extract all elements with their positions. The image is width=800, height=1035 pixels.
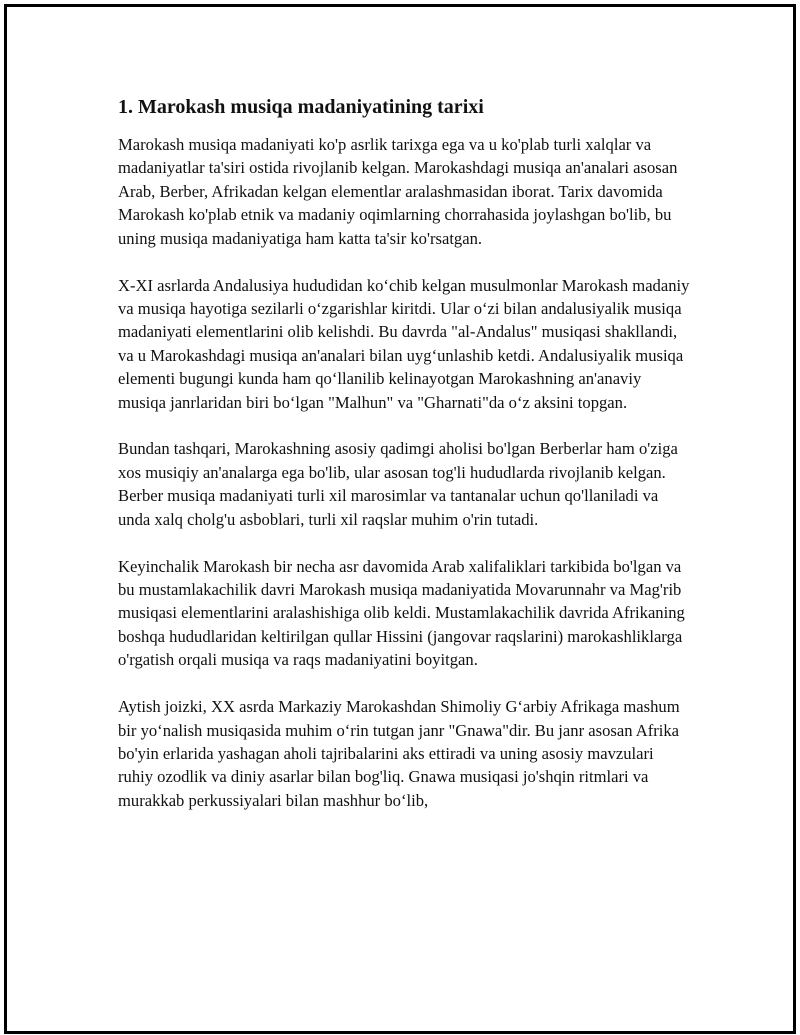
paragraph-5: Aytish joizki, XX asrda Markaziy Marokashdan Shimoliy G‘arbiy Afrikaga mashum bir yo‘nalish musiqasida muhim o‘rin tutgan janr "Gnawa"dir. Bu janr asosan Afrika bo'yin erlarida yashagan aholi tajribalarini aks ettiradi va uning asosiy mavzulari ruhiy ozodlik va diniy asarlar bilan bog'liq. Gnawa musiqasi jo'shqin ritmlari va murakkab perkussiyalari bilan mashhur bo‘lib, — [118, 697, 680, 810]
paragraph-3: Bundan tashqari, Marokashning asosiy qadimgi aholisi bo'lgan Berberlar ham o'ziga xos musiqiy an'analarga ega bo'lib, ular asosan tog'li hududlarda rivojlanib kelgan. Berber musiqa madaniyati turli xil marosimlar va tantanalar uchun qo'llaniladi va unda xalq cholg'u asboblari, turli xil raqslar muhim o'rin tutadi. — [118, 439, 678, 529]
section-title: 1. Marokash musiqa madaniyatining tarixi — [118, 96, 484, 118]
paragraph-4: Keyinchalik Marokash bir necha asr davomida Arab xalifaliklari tarkibida bo'lgan va bu mustamlakachilik davri Marokash musiqa madaniyatida Movarunnahr va Mag'rib musiqasi elementlarini aralashishiga olib keldi. Mustamlakachilik davrida Afrikaning boshqa hududlaridan keltirilgan qullar Hissini (jangovar raqslarini) marokashliklarga o'rgatish orqali musiqa va raqs madaniyatini boyitgan. — [118, 556, 685, 670]
paragraph-2: X-XI asrlarda Andalusiya hududidan ko‘chib kelgan musulmonlar Marokash madaniy va musiqa hayotiga sezilarli o‘zgarishlar kiritdi. Ular o‘zi bilan andalusiyalik musiqa madaniyati elementlarini olib kelishdi. Bu davrda "al-Andalus" musiqasi shakllandi, va u Marokashdagi musiqa an'analari bilan uyg‘unlashib ketdi. Andalusiyalik musiqa elementi bugungi kunda ham qo‘llanilib kelinayotgan Marokashning an'anaviy musiqa janrlaridan biri bo‘lgan "Malhun" va "Gharnati"da o‘z aksini topgan. — [118, 275, 690, 412]
paragraph-1: Marokash musiqa madaniyati ko'p asrlik tarixga ega va u ko'plab turli xalqlar va madaniyatlar ta'siri ostida rivojlanib kelgan. Marokashdagi musiqa an'analari asosan Arab, Berber, Afrikadan kelgan elementlar aralashmasidan iborat. Tarix davomida Marokash ko'plab etnik va madaniy oqimlarning chorrahasida joylashgan bo'lib, bu uning musiqa madaniyatiga ham katta ta'sir ko'rsatgan. — [118, 135, 678, 248]
document-body — [118, 94, 690, 836]
